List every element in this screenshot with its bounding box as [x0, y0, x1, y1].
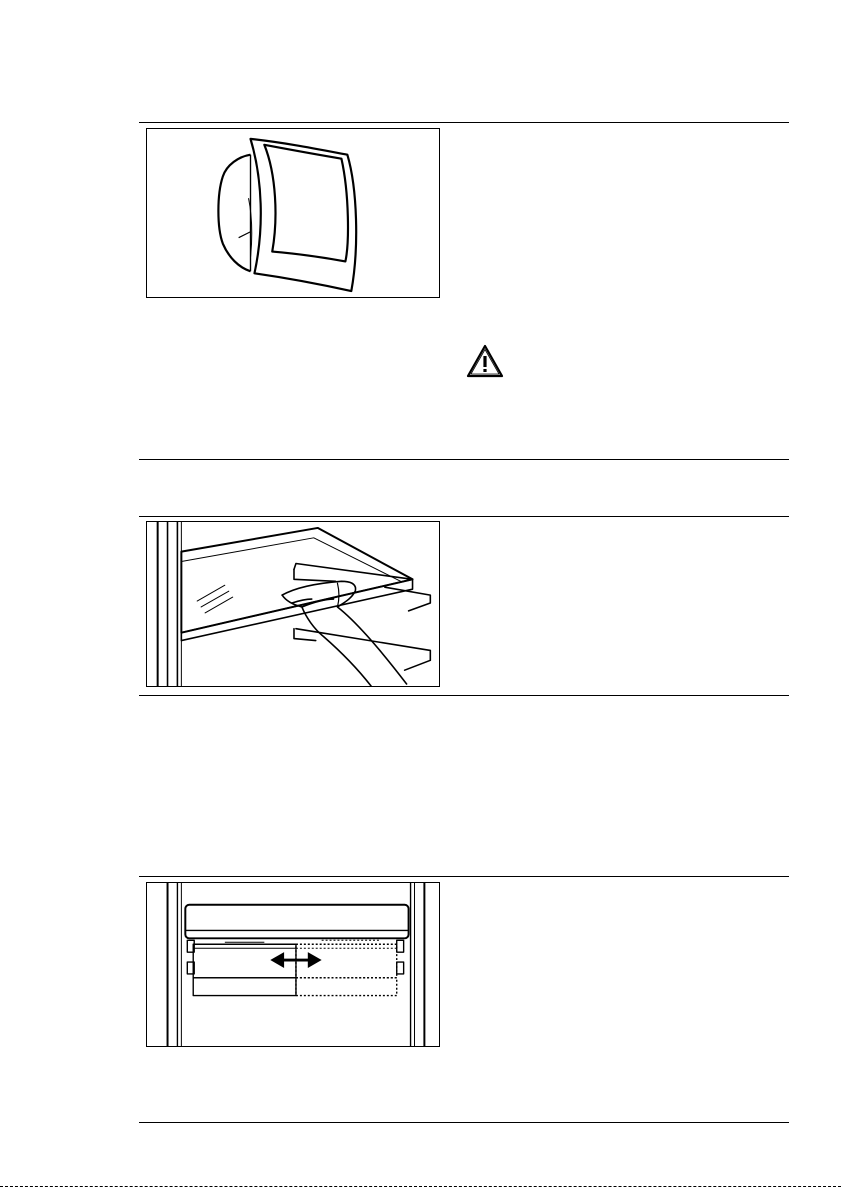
section-rule-5	[139, 876, 789, 877]
figure-drawer-cover	[146, 128, 440, 298]
section-rule-3	[139, 516, 789, 517]
section-rule-top	[139, 122, 789, 123]
figure-movable-drawer	[146, 882, 440, 1047]
section-rule-4	[139, 695, 789, 696]
warning-triangle-icon	[466, 344, 504, 378]
shelf-removal-illustration	[147, 522, 439, 686]
page-cut-line	[0, 1186, 841, 1187]
drawer-cover-illustration	[147, 129, 439, 297]
section-rule-2	[139, 459, 789, 460]
section-rule-bottom	[139, 1122, 789, 1123]
figure-shelf-removal	[146, 521, 440, 687]
movable-drawer-illustration	[147, 883, 439, 1046]
